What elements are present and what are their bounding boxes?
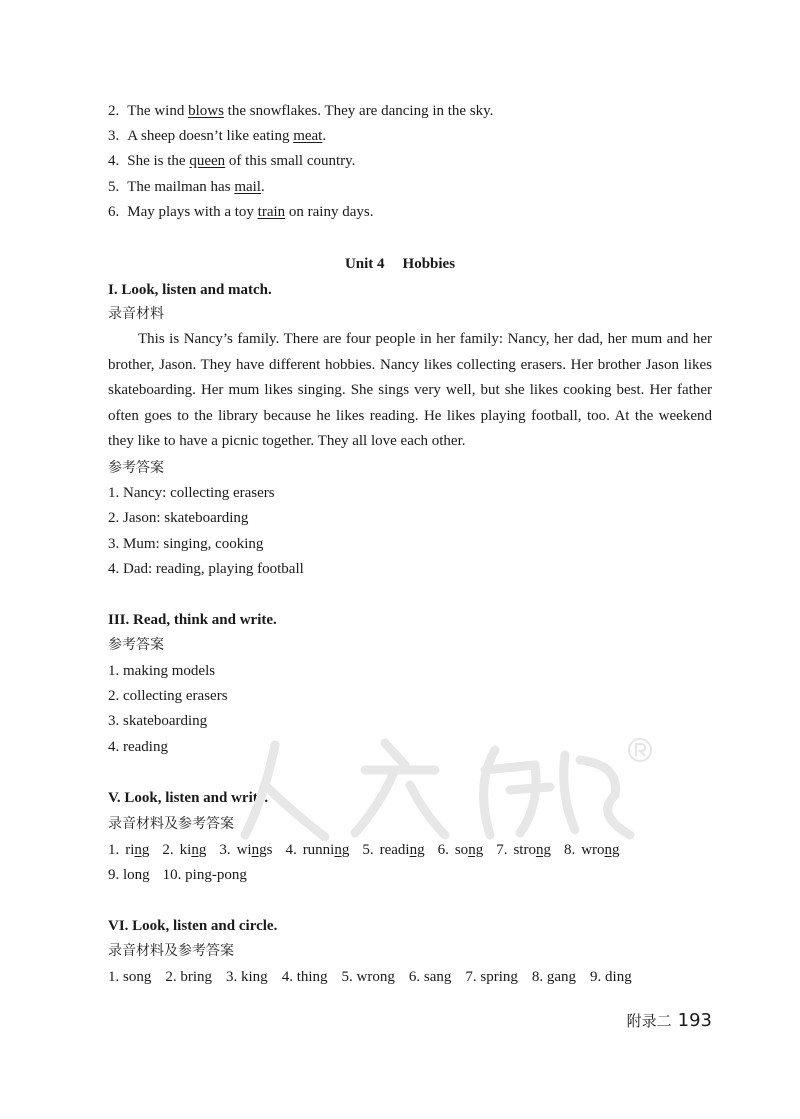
word-item: 3. king xyxy=(226,969,268,985)
answer-item: 3. skateboarding xyxy=(108,713,208,729)
word-part: wro xyxy=(581,842,605,858)
unit-title xyxy=(0,254,800,274)
answer-item: 1. making models xyxy=(108,663,216,679)
underlined-letters: ng xyxy=(468,842,484,858)
item-text: The mailman has xyxy=(127,179,235,195)
section-5-heading: V. Look, listen and write. xyxy=(108,790,269,806)
word-item: 2. bring xyxy=(165,969,213,985)
item-number: 5. xyxy=(108,179,120,195)
word-item: 9. ding xyxy=(590,969,632,985)
underlined-letters: ng xyxy=(604,842,620,858)
word-item xyxy=(219,842,272,858)
item-text: . xyxy=(322,128,327,144)
page-footer xyxy=(627,1010,712,1031)
item-number: 3. xyxy=(219,842,231,858)
section-6-label: 录音材料及参考答案 xyxy=(108,943,234,959)
top-list-item xyxy=(108,177,265,197)
item-text: The wind xyxy=(127,103,189,119)
item-text: on rainy days. xyxy=(285,204,374,220)
unit-name: Hobbies xyxy=(402,256,456,272)
word-item: 4. thing xyxy=(281,969,328,985)
item-text: A sheep doesn’t like eating xyxy=(127,128,294,144)
word-part: so xyxy=(454,842,469,858)
answer-item: 4. Dad: reading, playing football xyxy=(108,561,304,577)
page-number: 193 xyxy=(677,1010,712,1031)
item-number: 2. xyxy=(108,103,120,119)
item-number: 3. xyxy=(108,128,120,144)
word-part: ri xyxy=(125,842,135,858)
underlined-letters: ng xyxy=(409,842,425,858)
section-1-heading: I. Look, listen and match. xyxy=(108,282,272,298)
item-number: 6. xyxy=(108,204,120,220)
item-number: 7. xyxy=(496,842,508,858)
word-item: 10. ping-pong xyxy=(162,867,247,883)
word-item xyxy=(285,842,349,858)
answer-item: 4. reading xyxy=(108,739,168,755)
answer-item: 2. collecting erasers xyxy=(108,688,228,704)
item-number: 5. xyxy=(362,842,374,858)
word-part: stro xyxy=(513,842,536,858)
item-text: the snowflakes. They are dancing in the sky. xyxy=(223,103,494,119)
top-list-item xyxy=(108,151,355,171)
underlined-letters: ng xyxy=(251,842,267,858)
word-item: 5. wrong xyxy=(341,969,395,985)
item-text: . xyxy=(260,179,265,195)
underlined-word: queen xyxy=(189,153,226,169)
section-5-label: 录音材料及参考答案 xyxy=(108,816,234,832)
underlined-letters: ng xyxy=(134,842,150,858)
underlined-word: meat xyxy=(293,128,323,144)
word-item: 8. gang xyxy=(531,969,577,985)
word-part: wi xyxy=(236,842,252,858)
section-1-passage xyxy=(108,327,712,455)
item-number: 8. xyxy=(563,842,576,858)
section-3-answers-label: 参考答案 xyxy=(108,637,164,653)
underlined-letters: ng xyxy=(334,842,350,858)
underlined-letters: ng xyxy=(191,842,207,858)
top-list-item xyxy=(108,126,326,146)
item-text: She is the xyxy=(127,153,190,169)
word-item xyxy=(564,842,620,858)
item-number: 4. xyxy=(285,842,297,858)
section-5-row-1 xyxy=(108,840,633,860)
underlined-word: mail xyxy=(234,179,261,195)
word-item: 7. spring xyxy=(465,969,518,985)
underlined-word: train xyxy=(257,204,286,220)
footer-label: 附录二 xyxy=(626,1012,672,1030)
word-item: 1. song xyxy=(108,969,152,985)
item-number: 1. xyxy=(108,842,120,858)
word-part: runni xyxy=(302,842,335,858)
word-item xyxy=(162,842,206,858)
underlined-word: blows xyxy=(188,103,224,119)
section-1-answers-label: 参考答案 xyxy=(108,460,164,476)
answer-item: 2. Jason: skateboarding xyxy=(108,510,249,526)
item-number: 2. xyxy=(162,842,174,858)
section-1-recording-label: 录音材料 xyxy=(108,306,164,322)
word-item: 6. sang xyxy=(408,969,452,985)
word-item xyxy=(496,842,551,858)
section-6-heading: VI. Look, listen and circle. xyxy=(108,918,278,934)
underlined-letters: ng xyxy=(535,842,551,858)
item-number: 6. xyxy=(437,842,449,858)
answer-item: 1. Nancy: collecting erasers xyxy=(108,485,275,501)
top-list-item xyxy=(108,202,373,222)
publisher-logo-watermark-icon xyxy=(235,725,655,845)
passage-text: This is Nancy’s family. There are four people in her family: Nancy, her dad, her mum and her brother, Jason. They have different hobbies. Nancy likes collecting erasers. Her brother Jason likes skateboarding. Her mum likes singing. She sings very well, but she likes cooking best. Her father often goes to the library because he likes reading. He likes playing football, too. At the weekend they like to have a picnic together. They all love each other. xyxy=(108,331,712,449)
section-3-heading: III. Read, think and write. xyxy=(108,612,277,628)
word-item xyxy=(362,842,424,858)
item-number: 4. xyxy=(108,153,120,169)
section-5-row-2 xyxy=(108,865,260,885)
word-part: s xyxy=(266,842,273,858)
unit-number: Unit 4 xyxy=(344,256,385,272)
word-part: readi xyxy=(379,842,410,858)
item-text: of this small country. xyxy=(225,153,356,169)
answer-item: 3. Mum: singing, cooking xyxy=(108,536,264,552)
word-item xyxy=(108,842,149,858)
section-6-items xyxy=(108,967,646,987)
word-part: ki xyxy=(179,842,192,858)
top-list-item xyxy=(108,101,493,121)
word-item xyxy=(438,842,484,858)
item-text: May plays with a toy xyxy=(127,204,258,220)
word-item: 9. long xyxy=(108,867,150,883)
